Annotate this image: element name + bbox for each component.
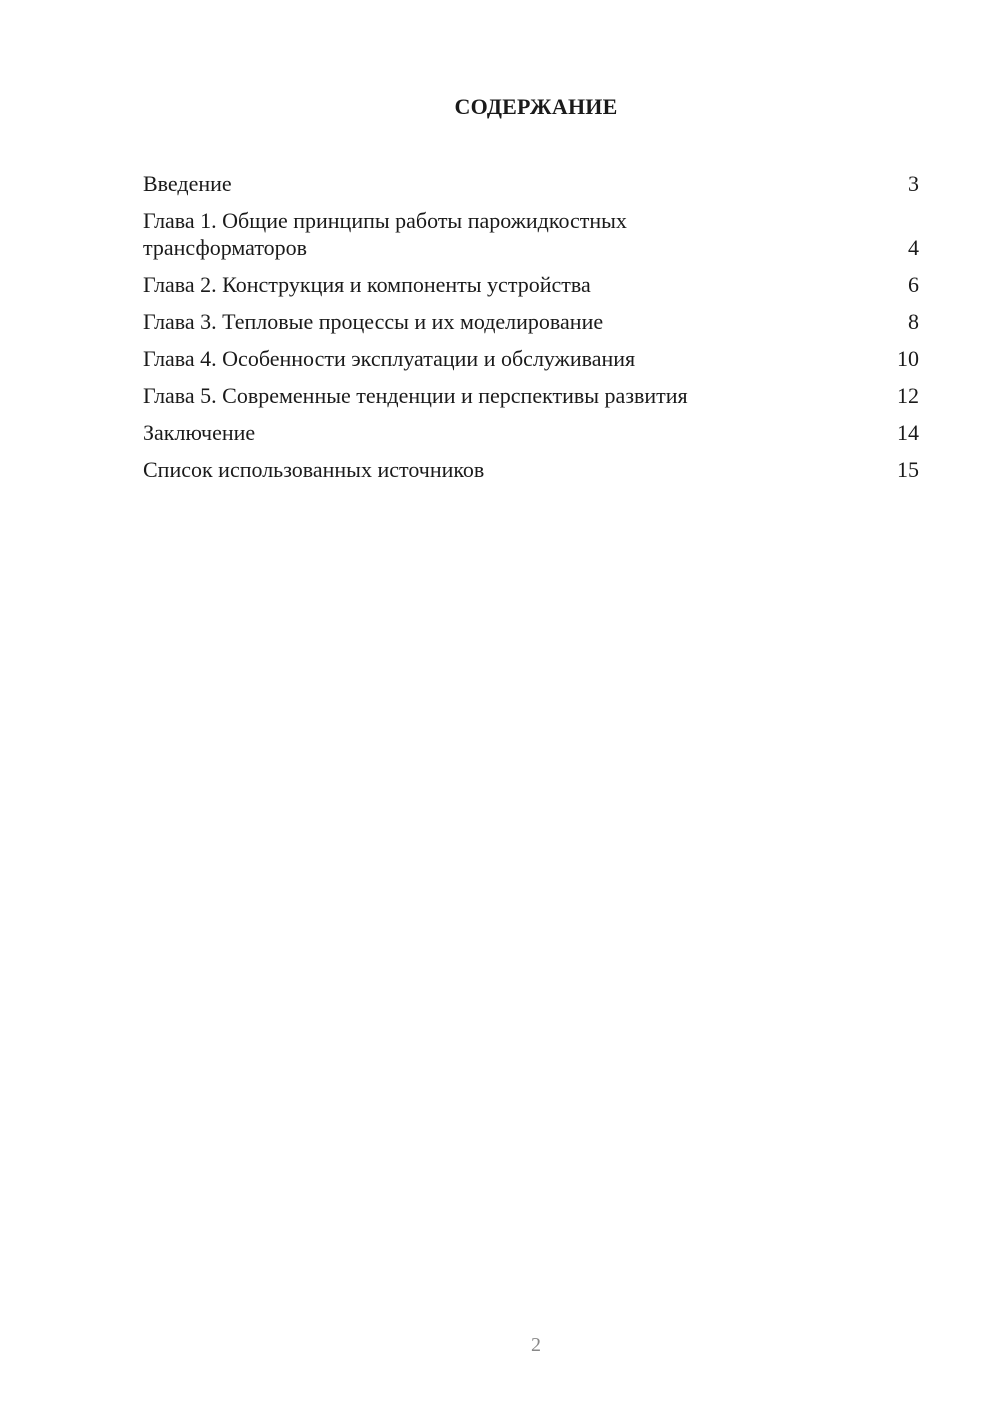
toc-entry-references[interactable]	[143, 456, 919, 483]
toc-entry-chapter-2[interactable]	[143, 271, 919, 298]
page-title: СОДЕРЖАНИЕ	[454, 94, 618, 119]
toc-entry-page: 12	[897, 383, 919, 408]
toc-entry-conclusion[interactable]	[143, 419, 919, 446]
toc-entry-chapter-5[interactable]	[143, 382, 919, 409]
toc-entry-page: 4	[908, 235, 919, 260]
toc-entry-chapter-4[interactable]	[143, 345, 919, 372]
page-number: 2	[531, 1334, 541, 1356]
toc-entry-label: Глава 4. Особенности эксплуатации и обслуживания	[143, 346, 636, 371]
toc-entry-label: Глава 5. Современные тенденции и перспективы развития	[143, 383, 688, 408]
toc-entry-page: 14	[897, 420, 919, 445]
toc-entry-label: Заключение	[143, 420, 256, 445]
toc-entry-chapter-1[interactable]	[143, 207, 919, 261]
toc-entry-page: 15	[897, 457, 919, 482]
toc-entry-page: 8	[908, 309, 919, 334]
toc-entry-page: 10	[897, 346, 919, 371]
toc-entry-chapter-3[interactable]	[143, 308, 919, 335]
toc-entry-label: Список использованных источников	[143, 457, 485, 482]
toc-entry-introduction[interactable]	[143, 170, 919, 197]
toc-entry-page: 6	[908, 272, 919, 297]
table-of-contents	[143, 170, 919, 493]
toc-entry-page: 3	[908, 171, 919, 196]
toc-entry-label: Глава 1. Общие принципы работы парожидкостных трансформаторов	[143, 208, 627, 260]
toc-entry-label: Глава 2. Конструкция и компоненты устройства	[143, 272, 591, 297]
toc-entry-label: Глава 3. Тепловые процессы и их моделирование	[143, 309, 604, 334]
toc-entry-label: Введение	[143, 171, 232, 196]
